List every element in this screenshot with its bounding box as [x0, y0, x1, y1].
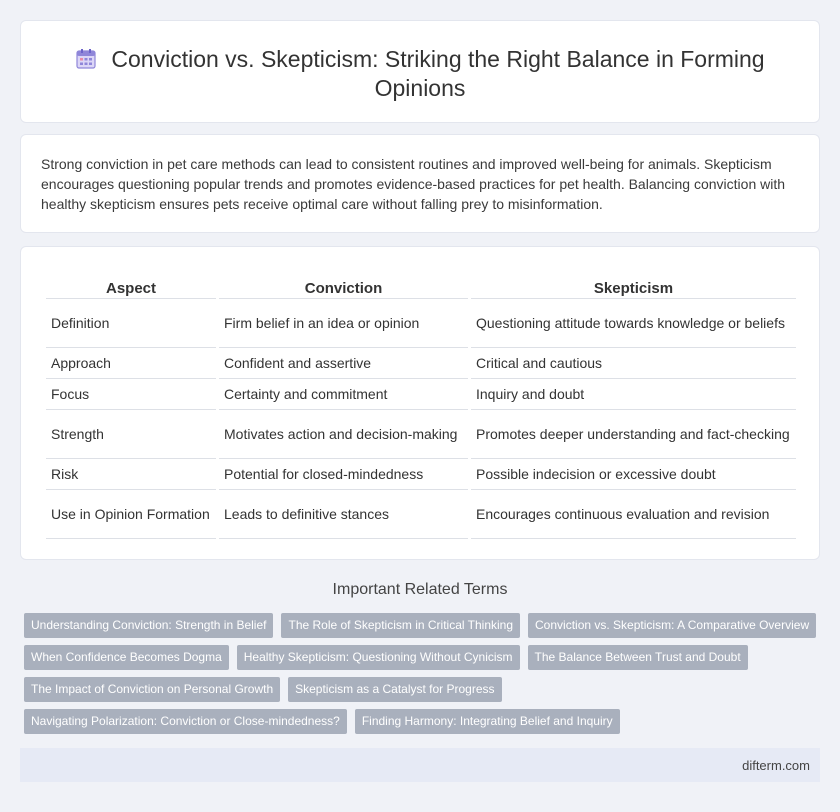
- related-tags-row: [24, 677, 510, 702]
- header-aspect: Aspect: [46, 274, 216, 299]
- page-title: [61, 45, 779, 103]
- table-cell: Possible indecision or excessive doubt: [471, 459, 796, 490]
- related-terms-title: Important Related Terms: [332, 581, 508, 598]
- table-row: [46, 490, 796, 539]
- footer: [20, 748, 820, 782]
- table-cell: Use in Opinion Formation: [46, 490, 216, 539]
- intro-paragraph: Strong conviction in pet care methods can lead to consistent routines and improved well-being for animals. Skepticism encourages questioning popular trends and promotes evidence-based practices for pet health. Balancing conviction with healthy skepticism ensures pets receive optimal care without falling prey to misinformation.: [41, 156, 786, 212]
- related-tags-row: [24, 613, 824, 638]
- related-tags-row: [24, 645, 756, 670]
- related-tag[interactable]: Healthy Skepticism: Questioning Without Cynicism: [237, 645, 520, 670]
- calendar-icon: [75, 48, 97, 70]
- header-skepticism: Skepticism: [471, 274, 796, 299]
- related-tag[interactable]: The Role of Skepticism in Critical Thinking: [281, 613, 520, 638]
- table-row: [46, 459, 796, 490]
- table-cell: Motivates action and decision-making: [219, 410, 468, 459]
- table-cell: Questioning attitude towards knowledge or beliefs: [471, 299, 796, 348]
- comparison-table-card: [20, 246, 820, 560]
- table-cell: Certainty and commitment: [219, 379, 468, 410]
- table-cell: Approach: [46, 348, 216, 379]
- table-cell: Leads to definitive stances: [219, 490, 468, 539]
- related-tag[interactable]: Skepticism as a Catalyst for Progress: [288, 677, 501, 702]
- table-row: [46, 410, 796, 459]
- title-card: [20, 20, 820, 123]
- table-cell: Promotes deeper understanding and fact-checking: [471, 410, 796, 459]
- related-tag[interactable]: The Impact of Conviction on Personal Growth: [24, 677, 280, 702]
- table-row: [46, 379, 796, 410]
- table-cell: Firm belief in an idea or opinion: [219, 299, 468, 348]
- header-conviction: Conviction: [219, 274, 468, 299]
- related-tags-row: [24, 709, 628, 734]
- table-cell: Strength: [46, 410, 216, 459]
- table-cell: Risk: [46, 459, 216, 490]
- related-tag[interactable]: Finding Harmony: Integrating Belief and Inquiry: [355, 709, 620, 734]
- table-cell: Critical and cautious: [471, 348, 796, 379]
- comparison-table: [43, 274, 799, 539]
- table-header-row: [46, 274, 796, 299]
- related-tag[interactable]: When Confidence Becomes Dogma: [24, 645, 229, 670]
- intro-card: [20, 134, 820, 233]
- related-tag[interactable]: Understanding Conviction: Strength in Belief: [24, 613, 273, 638]
- table-row: [46, 299, 796, 348]
- related-tag[interactable]: The Balance Between Trust and Doubt: [528, 645, 748, 670]
- table-cell: Encourages continuous evaluation and revision: [471, 490, 796, 539]
- table-cell: Confident and assertive: [219, 348, 468, 379]
- table-cell: Potential for closed-mindedness: [219, 459, 468, 490]
- table-row: [46, 348, 796, 379]
- page-title-text: Conviction vs. Skepticism: Striking the Right Balance in Forming Opinions: [111, 46, 765, 101]
- table-cell: Definition: [46, 299, 216, 348]
- footer-site[interactable]: difterm.com: [742, 758, 810, 773]
- related-tag[interactable]: Navigating Polarization: Conviction or Close-mindedness?: [24, 709, 347, 734]
- table-cell: Focus: [46, 379, 216, 410]
- related-tag[interactable]: Conviction vs. Skepticism: A Comparative Overview: [528, 613, 816, 638]
- table-cell: Inquiry and doubt: [471, 379, 796, 410]
